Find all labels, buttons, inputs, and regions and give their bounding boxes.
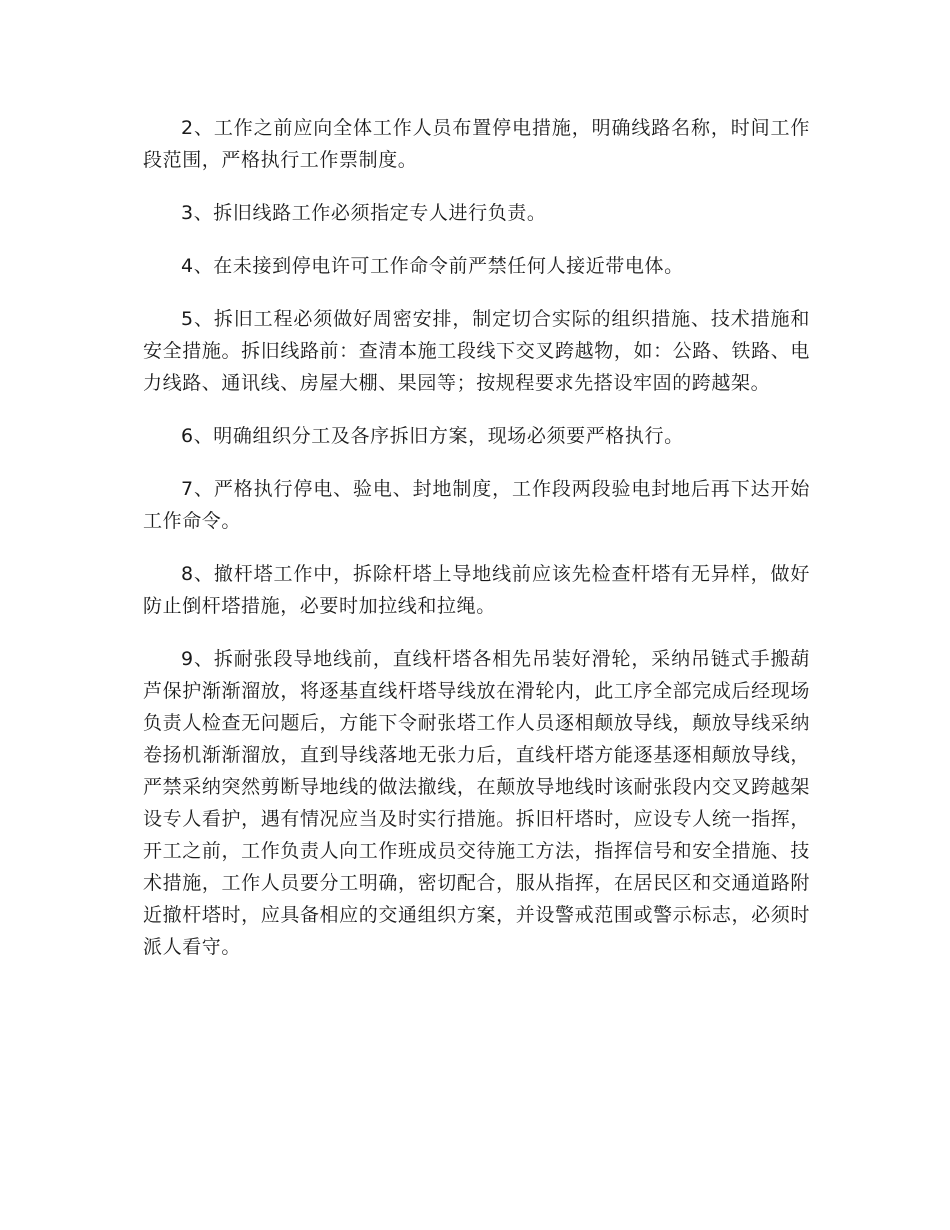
paragraph-item-2: 2、工作之前应向全体工作人员布置停电措施，明确线路名称，时间工作段范围，严格执行工作票制度。 xyxy=(143,117,810,171)
paragraph-item-4: 4、在未接到停电许可工作命令前严禁任何人接近带电体。 xyxy=(181,255,684,277)
paragraph-item-5: 5、拆旧工程必须做好周密安排，制定切合实际的组织措施、技术措施和安全措施。拆旧线路前：查清本施工段线下交叉跨越物，如：公路、铁路、电力线路、通讯线、房屋大棚、果园等；按规程要求先搭设牢固的跨越架。 xyxy=(143,308,810,394)
paragraph-item-8: 8、撤杆塔工作中，拆除杆塔上导地线前应该先检查杆塔有无异样，做好防止倒杆塔措施，必要时加拉线和拉绳。 xyxy=(143,563,810,617)
paragraph-item-7: 7、严格执行停电、验电、封地制度，工作段两段验电封地后再下达开始工作命令。 xyxy=(143,478,810,532)
paragraph-item-6: 6、明确组织分工及各序拆旧方案，现场必须要严格执行。 xyxy=(181,425,684,447)
paragraph-item-9: 9、拆耐张段导地线前，直线杆塔各相先吊装好滑轮，采纳吊链式手搬葫芦保护渐渐溜放，将逐基直线杆塔导线放在滑轮内，此工序全部完成后经现场负责人检查无问题后，方能下令耐张塔工作人员逐相颠放导线，颠放导线采纳卷扬机渐渐溜放，直到导线落地无张力后，直线杆塔方能逐基逐相颠放导线，严禁采纳突然剪断导地线的做法撤线，在颠放导地线时该耐张段内交叉跨越架设专人看护，遇有情况应当及时实行措施。拆旧杆塔时，应设专人统一指挥，开工之前，工作负责人向工作班成员交待施工方法，指挥信号和安全措施、技术措施，工作人员要分工明确，密切配合，服从指挥，在居民区和交通道路附近撤杆塔时，应具备相应的交通组织方案，并设警戒范围或警示标志，必须时派人看守。 xyxy=(143,648,810,958)
paragraph-item-3: 3、拆旧线路工作必须指定专人进行负责。 xyxy=(181,202,547,224)
document-body xyxy=(143,112,810,963)
